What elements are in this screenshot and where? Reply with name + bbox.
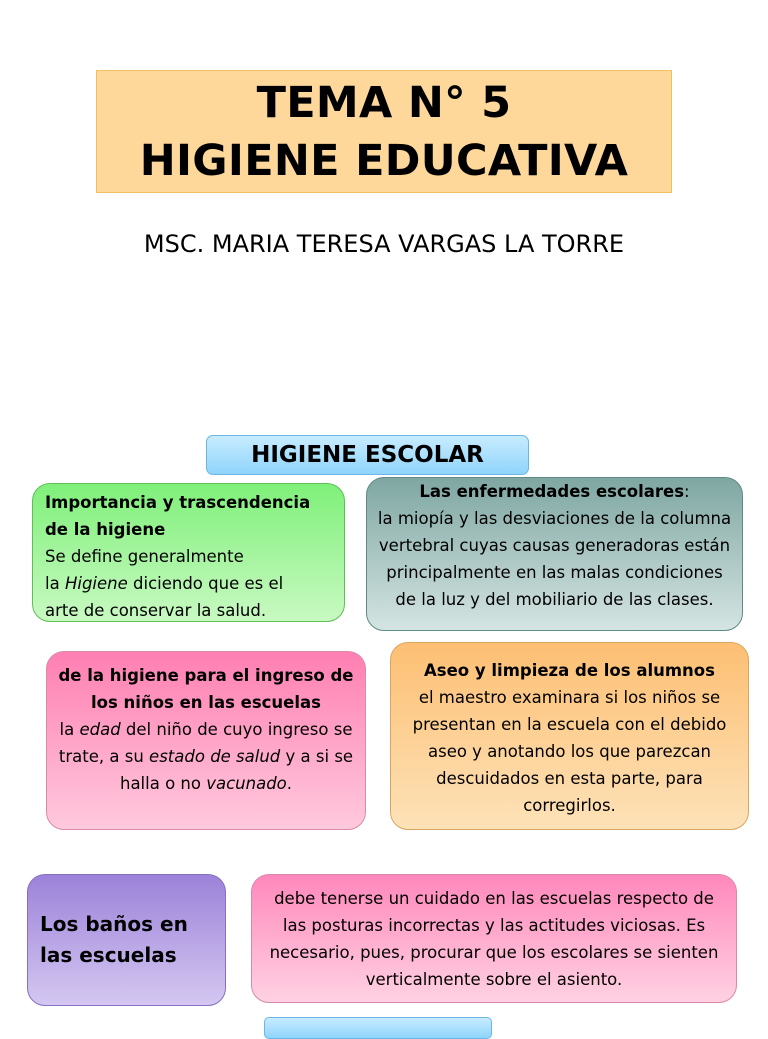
ingreso-heading: de la higiene para el ingreso de los niños en las escuelas [58, 666, 354, 712]
box-posturas [251, 874, 737, 1003]
ingreso-t4: . [286, 774, 293, 793]
importancia-text-1: Se define generalmente [45, 547, 244, 566]
section-header [206, 435, 529, 475]
ingreso-t1: la [59, 720, 80, 739]
enfermedades-colon: : [684, 482, 690, 501]
next-box-edge [264, 1017, 492, 1039]
enfermedades-heading: Las enfermedades escolares [419, 482, 685, 501]
ingreso-t2: del niño de cuyo ingreso se trate, a su [58, 720, 353, 766]
title-box [96, 70, 672, 193]
ingreso-body [55, 716, 357, 797]
importancia-text-2b: diciendo que es el [127, 574, 284, 593]
importancia-text-2a: la [45, 574, 65, 593]
author-name: MSC. MARIA TERESA VARGAS LA TORRE [143, 230, 625, 258]
title-line-2: HIGIENE EDUCATIVA [139, 135, 629, 186]
box-banos [27, 874, 226, 1006]
importancia-heading-2: de la higiene [45, 520, 166, 539]
section-header-label: HIGIENE ESCOLAR [251, 442, 484, 468]
ingreso-i1: edad [79, 720, 121, 739]
box-enfermedades [366, 477, 743, 631]
importancia-text-2-italic: Higiene [64, 574, 128, 593]
ingreso-i3: vacunado [206, 774, 287, 793]
posturas-body: debe tenerse un cuidado en las escuelas respecto de las posturas incorrectas y las actitudes viciosas. Es necesario, pues, procurar que los escolares se sienten verticalmente sobre el asiento. [269, 889, 719, 989]
box-aseo [390, 642, 749, 830]
banos-label: Los baños en las escuelas [40, 912, 188, 967]
box-ingreso [46, 651, 366, 830]
ingreso-t3: y a si se halla o no [119, 747, 354, 793]
aseo-body: el maestro examinara si los niños se presentan en la escuela con el debido aseo y anotando los que parezcan descuidados en esta parte, para corregirlos. [412, 688, 727, 815]
aseo-heading: Aseo y limpieza de los alumnos [424, 661, 715, 680]
title-line-1: TEMA N° 5 [256, 77, 512, 128]
importancia-text-3: arte de conservar la salud. [45, 601, 267, 620]
box-importancia [32, 483, 345, 622]
importancia-heading-1: Importancia y trascendencia [45, 493, 311, 512]
enfermedades-heading-line [377, 478, 732, 505]
enfermedades-body: la miopía y las desviaciones de la columna vertebral cuyas causas generadoras están principalmente en las malas condiciones de la luz y del mobiliario de las clases. [377, 509, 732, 609]
importancia-text-2 [45, 570, 332, 597]
ingreso-i2: estado de salud [149, 747, 281, 766]
